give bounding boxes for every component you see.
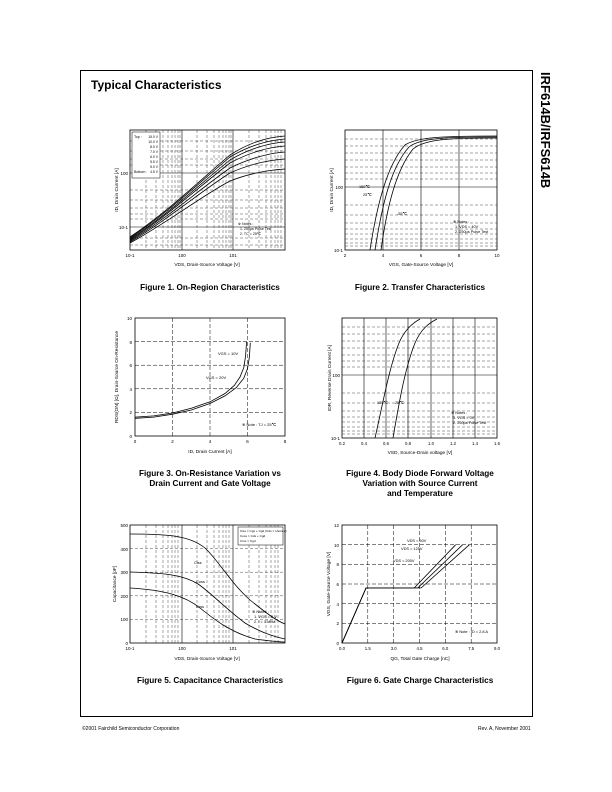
x-tick-label: 100 <box>178 253 186 258</box>
x-tick-label: 4.5 <box>416 646 423 651</box>
caption-line: Variation with Source Current <box>362 479 478 488</box>
caption-line: Drain Current and Gate Voltage <box>149 479 271 488</box>
y-tick-label: 200 <box>120 594 128 599</box>
figure-1-caption <box>100 283 320 293</box>
y-tick-label: 0 <box>336 641 339 646</box>
figure-3-chart <box>110 313 310 463</box>
vgs-level-label: 10.0 V <box>148 140 158 144</box>
y-tick-label: 2 <box>129 410 132 415</box>
y-axis-label: ID, Drain Current [A] <box>115 168 120 212</box>
x-tick-label: 101 <box>229 253 237 258</box>
y-tick-label: 0 <box>125 641 128 646</box>
y-tick-label: 6 <box>129 363 132 368</box>
caption-line: Figure 3. On-Resistance Variation vs <box>139 469 281 478</box>
x-axis-label: VGS, Gate-Source Voltage [V] <box>388 263 454 268</box>
y-axis-label: Capacitance [pF] <box>113 565 118 603</box>
series-label: VDS = 125V <box>401 546 423 551</box>
y-tick-label: 100 <box>335 185 343 190</box>
note-line: 1. 250μs Pulse Test <box>240 227 272 231</box>
y-axis-label: RDS(ON) [Ω], Drain-Source On-Resistance <box>115 330 120 424</box>
series-label: VDS = 200V <box>393 558 415 563</box>
y-tick-label: 10 <box>333 543 339 548</box>
y-tick-label: 100 <box>332 373 340 378</box>
x-axis-label: VSD, Source-Drain voltage [V] <box>387 451 453 456</box>
y-tick-label: 500 <box>120 523 128 528</box>
y-tick-label: 0 <box>129 434 132 439</box>
note-line: ※ Notes : <box>238 222 254 226</box>
vgs-level-label: 15.0 V <box>148 135 158 139</box>
series-label: Coss <box>196 579 205 584</box>
x-tick-label: 1.5 <box>364 646 371 651</box>
caption-line: Figure 2. Transfer Characteristics <box>354 283 486 292</box>
note-line: 1. VGS = 0V <box>453 416 475 420</box>
y-tick-label: 400 <box>120 547 128 552</box>
figure-4 <box>325 313 545 463</box>
y-tick-label: 12 <box>333 523 339 528</box>
y-axis-label: IDR, Reverse Drain Current [A] <box>328 344 333 412</box>
x-tick-label: 6 <box>419 253 423 258</box>
figure-3 <box>110 313 330 463</box>
figure-3-caption <box>100 469 320 489</box>
x-tick-label: 2 <box>171 439 174 444</box>
y-axis-label: VGS, Gate-Source Voltage [V] <box>327 551 332 617</box>
series-label: 25℃ <box>363 193 372 197</box>
note-line: 2. f = 1 MHz <box>254 619 276 624</box>
vgs-level-label: 5.0 V <box>150 165 158 169</box>
part-number: IRF614B/IRFS614B <box>538 72 553 189</box>
figure-1-chart <box>110 125 310 275</box>
x-axis-label: VDS, Drain-Source Voltage [V] <box>174 263 240 268</box>
x-tick-label: 1.0 <box>428 441 434 446</box>
y-tick-label: 10-1 <box>333 248 343 253</box>
note-line: ※ Notes : <box>451 411 468 415</box>
legend-line: Crss = Cgd <box>240 539 256 543</box>
y-tick-label: 10 <box>126 316 132 321</box>
figure-6-caption <box>310 676 530 686</box>
x-tick-label: 1.4 <box>472 441 478 446</box>
y-tick-label: 4 <box>129 387 132 392</box>
x-tick-label: 6.0 <box>442 646 449 651</box>
note-line: 2. 250μs Pulse Test <box>453 421 487 425</box>
vgs-level-label: 8.0 V <box>150 145 158 149</box>
series-label: 25℃ <box>395 401 404 405</box>
legend-top-label: Top : <box>134 135 142 139</box>
series-label: VGS = 20V <box>206 375 227 380</box>
footer-copyright: ©2001 Fairchild Semiconductor Corporation <box>82 726 180 732</box>
series-label: 150℃ <box>377 401 388 405</box>
figure-5-caption <box>100 676 320 686</box>
x-tick-label: 10 <box>494 253 500 258</box>
x-tick-label: 0.0 <box>339 646 345 651</box>
figure-5-chart <box>110 520 310 670</box>
x-axis-label: ID, Drain Current [A] <box>188 450 232 455</box>
plot-area <box>342 318 497 438</box>
x-tick-label: 3.0 <box>390 646 397 651</box>
figure-5 <box>110 520 330 670</box>
footer-revision: Rev. A, November 2001 <box>478 726 531 732</box>
x-tick-label: 1.2 <box>450 441 456 446</box>
vgs-level-label: 4.5 V <box>150 170 158 174</box>
x-tick-label: 2 <box>343 253 347 258</box>
note-line: ※ Note : TJ = 25℃ <box>242 422 277 427</box>
x-tick-label: 0.4 <box>361 441 367 446</box>
x-tick-label: 9.0 <box>494 646 500 651</box>
note-line: ※ Notes : <box>453 220 470 224</box>
x-tick-label: 0.8 <box>405 441 411 446</box>
x-tick-label: 0 <box>133 439 137 444</box>
caption-line: and Temperature <box>387 489 453 498</box>
series-label: VGS = 10V <box>218 351 239 356</box>
figure-4-chart <box>325 313 525 463</box>
caption-line: Figure 4. Body Diode Forward Voltage <box>346 469 494 478</box>
figure-2 <box>325 125 545 275</box>
series-label: -55℃ <box>397 212 407 216</box>
x-tick-label: 10-1 <box>125 253 135 258</box>
x-tick-label: 4 <box>381 253 385 258</box>
x-tick-label: 0.6 <box>383 441 389 446</box>
vgs-level-label: 5.5 V <box>150 160 158 164</box>
x-tick-label: 8 <box>283 439 287 444</box>
legend-line: Ciss = Cgs + Cgd (Cds = shorted) <box>240 529 287 533</box>
y-tick-label: 100 <box>120 171 128 176</box>
y-axis-label: ID, Drain Current [A] <box>330 168 335 212</box>
figure-6 <box>325 520 545 670</box>
x-axis-label: QG, Total Gate Charge [nC] <box>390 657 450 662</box>
figure-2-chart <box>325 125 525 275</box>
legend-line: Coss = Cds + Cgd <box>240 534 266 538</box>
note-line: 1. VDS = 40V <box>455 225 479 229</box>
series-label: Crss <box>196 604 204 609</box>
x-tick-label: 0.2 <box>339 441 345 446</box>
series-label: Ciss <box>194 560 202 565</box>
note-line: 2. TC = 25℃ <box>240 232 261 236</box>
legend-bottom-label: Bottom : <box>134 170 148 174</box>
vgs-level-label: 6.0 V <box>150 155 158 159</box>
vgs-level-label: 7.0 V <box>150 150 158 154</box>
x-tick-label: 10-1 <box>125 646 135 651</box>
y-tick-label: 6 <box>336 582 339 587</box>
figure-1 <box>110 125 330 275</box>
note-line: ※ Notes : <box>252 609 269 614</box>
x-tick-label: 101 <box>229 646 237 651</box>
note-line: ※ Note : ID = 2.8 A <box>455 629 488 634</box>
y-tick-label: 10-1 <box>118 225 128 230</box>
x-tick-label: 1.6 <box>494 441 500 446</box>
figure-2-caption <box>310 283 530 293</box>
x-tick-label: 8 <box>457 253 461 258</box>
y-tick-label: 2 <box>336 621 339 626</box>
caption-line: Figure 1. On-Region Characteristics <box>140 283 280 292</box>
x-tick-label: 4 <box>208 439 212 444</box>
series-label: 150℃ <box>359 185 370 189</box>
note-line: 2. 250μs Pulse Test <box>455 230 489 234</box>
section-title: Typical Characteristics <box>91 78 222 92</box>
x-axis-label: VDS, Drain-Source Voltage [V] <box>174 657 240 662</box>
caption-line: Figure 6. Gate Charge Characteristics <box>346 676 494 685</box>
y-tick-label: 300 <box>120 570 128 575</box>
y-tick-label: 4 <box>336 602 339 607</box>
y-tick-label: 10-1 <box>330 436 340 441</box>
series-label: VDS = 50V <box>407 538 427 543</box>
x-tick-label: 7.5 <box>468 646 475 651</box>
note-line: 1. VGS = 0 V <box>254 614 277 619</box>
caption-line: Figure 5. Capacitance Characteristics <box>136 676 284 685</box>
y-tick-label: 100 <box>120 617 128 622</box>
y-tick-label: 8 <box>129 340 132 345</box>
y-tick-label: 8 <box>336 562 339 567</box>
figure-4-caption <box>310 469 530 499</box>
x-tick-label: 6 <box>246 439 249 444</box>
figure-6-chart <box>325 520 525 670</box>
x-tick-label: 100 <box>178 646 186 651</box>
